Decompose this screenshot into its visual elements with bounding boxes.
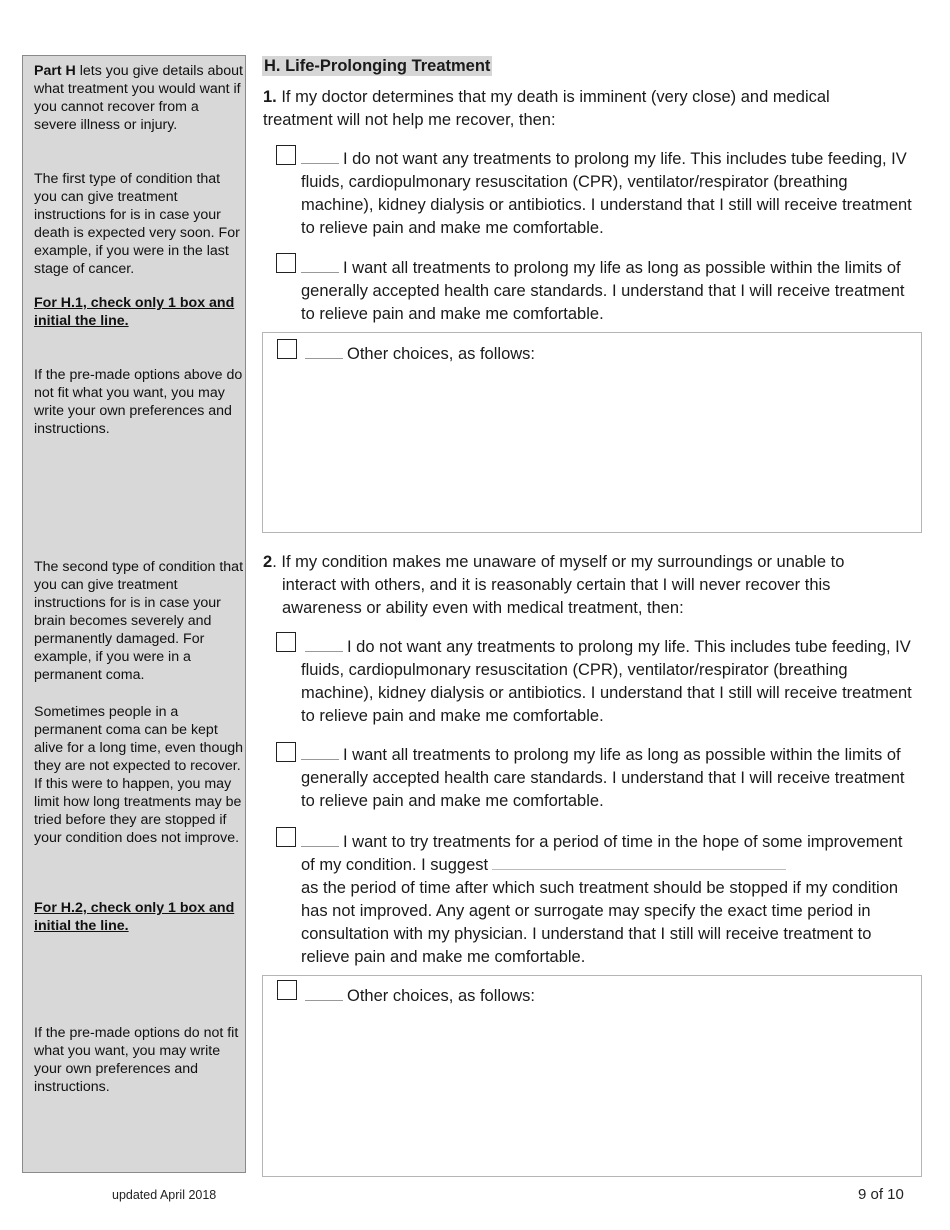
- updated-date: updated April 2018: [112, 1188, 217, 1202]
- h2-option-3-initial-line[interactable]: [301, 832, 339, 847]
- h1-option-2-checkbox[interactable]: [276, 253, 296, 273]
- sidebar-h2-other-note: If the pre-made options do not fit what you want, you may write your own preferences and instructions.: [34, 1025, 239, 1095]
- h2-other-checkbox[interactable]: [277, 980, 297, 1000]
- sidebar-h1-other-note: If the pre-made options above do not fit what you want, you may write your own preferences and instructions.: [34, 367, 243, 437]
- sidebar-condition-2: The second type of condition that you can give treatment instructions for is in case your brain becomes severely and permanently damaged. For example, if you were in a permanent coma.: [34, 559, 244, 683]
- h2-option-1-checkbox[interactable]: [276, 632, 296, 652]
- h1-other-checkbox[interactable]: [277, 339, 297, 359]
- time-period-field[interactable]: [492, 855, 786, 870]
- question-1: 1. If my doctor determines that my death is imminent (very close) and medical treatment will not help me recover, then:: [263, 88, 830, 129]
- h2-option-2-checkbox[interactable]: [276, 742, 296, 762]
- h1-other-label: Other choices, as follows:: [305, 343, 535, 366]
- h1-option-1-checkbox[interactable]: [276, 145, 296, 165]
- h2-option-1: I do not want any treatments to prolong my life. This includes tube feeding, IV fluids, cardiopulmonary resuscitation (CPR), ventilator/respirator (breathing machine), kidney dialysis or antibiotics. I understand that I still will receive treatment to relieve pain and make me comfortable.: [301, 638, 912, 725]
- sidebar-coma-note: Sometimes people in a permanent coma can be kept alive for a long time, even though they are not expected to recover. If this were to happen, you may limit how long treatments may be tried before they are stopped if your condition does not improve.: [34, 704, 244, 846]
- sidebar-h1-instruction: For H.1, check only 1 box and initial the line.: [34, 295, 235, 329]
- question-2: 2. If my condition makes me unaware of myself or my surroundings or unable to interact with others, and it is reasonably certain that I will never recover this awareness or ability even with medical treatment, then:: [263, 553, 845, 617]
- h1-other-initial-line[interactable]: [305, 344, 343, 359]
- h2-other-initial-line[interactable]: [305, 986, 343, 1001]
- h2-option-1-initial-line[interactable]: [305, 637, 343, 652]
- h1-option-1: I do not want any treatments to prolong my life. This includes tube feeding, IV fluids, cardiopulmonary resuscitation (CPR), ventilator/respirator (breathing machine), kidney dialysis or antibiotics. I understand that I still will receive treatment to relieve pain and make me comfortable.: [301, 150, 912, 237]
- h2-other-label: Other choices, as follows:: [305, 985, 535, 1008]
- h2-option-3: I want to try treatments for a period of time in the hope of some improvement of my condition. I suggest as the period of time after which such treatment should be stopped if my condition has not improved. Any agent or surrogate may specify the exact time period in consultation with my physician. I understand that I still will receive treatment to relieve pain and make me comfortable.: [301, 833, 903, 966]
- h1-option-2: I want all treatments to prolong my life as long as possible within the limits of generally accepted health care standards. I understand that I will receive treatment to relieve pain and make me comfortable.: [301, 259, 905, 323]
- h2-option-2-initial-line[interactable]: [301, 745, 339, 760]
- h1-option-2-initial-line[interactable]: [301, 258, 339, 273]
- h1-option-1-initial-line[interactable]: [301, 149, 339, 164]
- page-number: 9 of 10: [858, 1186, 904, 1203]
- h2-option-3-checkbox[interactable]: [276, 827, 296, 847]
- section-heading: H. Life-Prolonging Treatment: [264, 57, 491, 75]
- sidebar-condition-1: The first type of condition that you can give treatment instructions for is in case your death is expected very soon. For example, if you were in the last stage of cancer.: [34, 171, 240, 277]
- sidebar-intro: Part H lets you give details about what treatment you would want if you cannot recover from a severe illness or injury.: [34, 63, 243, 133]
- h2-option-2: I want all treatments to prolong my life as long as possible within the limits of generally accepted health care standards. I understand that I will receive treatment to relieve pain and make me comfortable.: [301, 746, 905, 810]
- sidebar-h2-instruction: For H.2, check only 1 box and initial the line.: [34, 900, 235, 934]
